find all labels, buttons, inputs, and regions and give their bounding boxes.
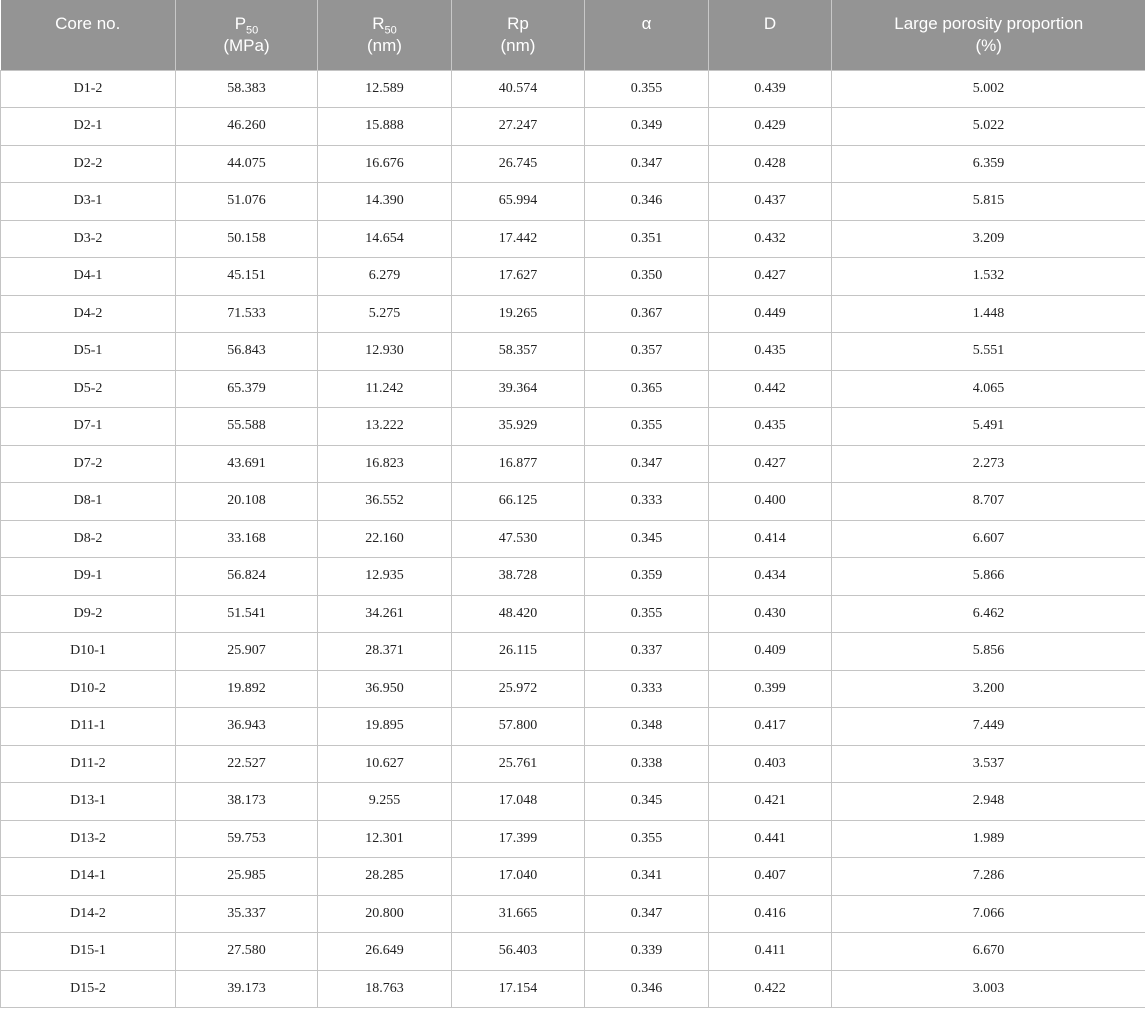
cell-core-no: D10-2 — [1, 670, 176, 708]
cell-core-no: D15-2 — [1, 970, 176, 1008]
cell-r50: 11.242 — [318, 370, 452, 408]
header-d-label: D — [763, 14, 777, 33]
cell-rp: 17.154 — [452, 970, 585, 1008]
cell-rp: 26.115 — [452, 633, 585, 671]
cell-alpha: 0.367 — [585, 295, 709, 333]
table-row — [1, 633, 1145, 671]
table-row — [1, 520, 1145, 558]
table-row — [1, 370, 1145, 408]
cell-p50: 38.173 — [176, 783, 318, 821]
table-row — [1, 595, 1145, 633]
cell-r50: 10.627 — [318, 745, 452, 783]
cell-core-no: D9-1 — [1, 558, 176, 596]
cell-alpha: 0.351 — [585, 220, 709, 258]
cell-p50: 44.075 — [176, 145, 318, 183]
header-r50-unit: (nm) — [367, 36, 402, 55]
cell-rp: 35.929 — [452, 408, 585, 446]
cell-alpha: 0.355 — [585, 820, 709, 858]
cell-p50: 50.158 — [176, 220, 318, 258]
cell-large-porosity: 6.607 — [832, 520, 1145, 558]
cell-rp: 65.994 — [452, 183, 585, 221]
cell-rp: 17.442 — [452, 220, 585, 258]
cell-p50: 25.985 — [176, 858, 318, 896]
cell-d: 0.403 — [709, 745, 832, 783]
cell-rp: 58.357 — [452, 333, 585, 371]
cell-r50: 19.895 — [318, 708, 452, 746]
table-row — [1, 858, 1145, 896]
header-rp-unit: (nm) — [500, 36, 536, 55]
table-body — [1, 70, 1145, 1008]
table-row — [1, 745, 1145, 783]
table-row — [1, 108, 1145, 146]
cell-rp: 25.761 — [452, 745, 585, 783]
cell-d: 0.417 — [709, 708, 832, 746]
cell-d: 0.435 — [709, 333, 832, 371]
cell-alpha: 0.346 — [585, 970, 709, 1008]
cell-d: 0.430 — [709, 595, 832, 633]
cell-rp: 40.574 — [452, 70, 585, 108]
cell-large-porosity: 7.066 — [832, 895, 1145, 933]
cell-d: 0.432 — [709, 220, 832, 258]
table-row — [1, 783, 1145, 821]
cell-large-porosity: 5.815 — [832, 183, 1145, 221]
cell-p50: 58.383 — [176, 70, 318, 108]
header-large-porosity-unit: (%) — [975, 36, 1002, 55]
header-rp — [452, 0, 585, 70]
cell-p50: 71.533 — [176, 295, 318, 333]
cell-alpha: 0.346 — [585, 183, 709, 221]
cell-r50: 12.589 — [318, 70, 452, 108]
cell-large-porosity: 7.286 — [832, 858, 1145, 896]
cell-rp: 39.364 — [452, 370, 585, 408]
cell-p50: 51.076 — [176, 183, 318, 221]
header-p50-label: P — [234, 14, 247, 33]
cell-d: 0.439 — [709, 70, 832, 108]
cell-d: 0.411 — [709, 933, 832, 971]
cell-p50: 39.173 — [176, 970, 318, 1008]
cell-rp: 17.399 — [452, 820, 585, 858]
cell-rp: 17.627 — [452, 258, 585, 296]
cell-rp: 31.665 — [452, 895, 585, 933]
table-row — [1, 145, 1145, 183]
cell-core-no: D2-2 — [1, 145, 176, 183]
cell-large-porosity: 5.002 — [832, 70, 1145, 108]
cell-core-no: D14-1 — [1, 858, 176, 896]
cell-d: 0.414 — [709, 520, 832, 558]
header-p50 — [176, 0, 318, 70]
header-alpha — [585, 0, 709, 70]
table-row — [1, 220, 1145, 258]
cell-rp: 38.728 — [452, 558, 585, 596]
cell-d: 0.435 — [709, 408, 832, 446]
cell-r50: 5.275 — [318, 295, 452, 333]
cell-core-no: D10-1 — [1, 633, 176, 671]
cell-alpha: 0.338 — [585, 745, 709, 783]
cell-core-no: D2-1 — [1, 108, 176, 146]
cell-rp: 25.972 — [452, 670, 585, 708]
table-row — [1, 483, 1145, 521]
cell-core-no: D3-1 — [1, 183, 176, 221]
cell-r50: 22.160 — [318, 520, 452, 558]
cell-r50: 14.390 — [318, 183, 452, 221]
cell-r50: 16.823 — [318, 445, 452, 483]
cell-alpha: 0.357 — [585, 333, 709, 371]
table-row — [1, 333, 1145, 371]
table-row — [1, 183, 1145, 221]
cell-r50: 14.654 — [318, 220, 452, 258]
cell-large-porosity: 8.707 — [832, 483, 1145, 521]
cell-core-no: D7-1 — [1, 408, 176, 446]
cell-large-porosity: 5.856 — [832, 633, 1145, 671]
cell-alpha: 0.348 — [585, 708, 709, 746]
cell-rp: 57.800 — [452, 708, 585, 746]
cell-alpha: 0.341 — [585, 858, 709, 896]
cell-large-porosity: 6.359 — [832, 145, 1145, 183]
cell-p50: 35.337 — [176, 895, 318, 933]
cell-rp: 48.420 — [452, 595, 585, 633]
cell-p50: 65.379 — [176, 370, 318, 408]
cell-rp: 26.745 — [452, 145, 585, 183]
cell-alpha: 0.350 — [585, 258, 709, 296]
cell-core-no: D7-2 — [1, 445, 176, 483]
header-p50-subscript: 50 — [246, 24, 259, 37]
cell-large-porosity: 3.003 — [832, 970, 1145, 1008]
cell-core-no: D5-1 — [1, 333, 176, 371]
cell-d: 0.409 — [709, 633, 832, 671]
cell-large-porosity: 4.065 — [832, 370, 1145, 408]
cell-d: 0.427 — [709, 445, 832, 483]
cell-rp: 56.403 — [452, 933, 585, 971]
cell-core-no: D8-2 — [1, 520, 176, 558]
cell-rp: 19.265 — [452, 295, 585, 333]
cell-d: 0.407 — [709, 858, 832, 896]
cell-rp: 17.040 — [452, 858, 585, 896]
cell-p50: 19.892 — [176, 670, 318, 708]
header-core-no-label: Core no. — [55, 14, 121, 33]
cell-alpha: 0.347 — [585, 445, 709, 483]
cell-alpha: 0.359 — [585, 558, 709, 596]
cell-d: 0.441 — [709, 820, 832, 858]
header-large-porosity-label: Large porosity proportion — [894, 14, 1084, 33]
cell-p50: 45.151 — [176, 258, 318, 296]
cell-core-no: D9-2 — [1, 595, 176, 633]
header-rp-label: Rp — [507, 14, 529, 33]
header-r50 — [318, 0, 452, 70]
cell-large-porosity: 2.948 — [832, 783, 1145, 821]
header-large-porosity — [832, 0, 1145, 70]
cell-rp: 16.877 — [452, 445, 585, 483]
cell-large-porosity: 6.462 — [832, 595, 1145, 633]
cell-core-no: D3-2 — [1, 220, 176, 258]
cell-alpha: 0.355 — [585, 70, 709, 108]
cell-r50: 12.930 — [318, 333, 452, 371]
table-row — [1, 820, 1145, 858]
cell-large-porosity: 5.551 — [832, 333, 1145, 371]
cell-rp: 66.125 — [452, 483, 585, 521]
cell-alpha: 0.347 — [585, 895, 709, 933]
cell-alpha: 0.337 — [585, 633, 709, 671]
cell-p50: 20.108 — [176, 483, 318, 521]
cell-r50: 12.935 — [318, 558, 452, 596]
cell-r50: 36.950 — [318, 670, 452, 708]
cell-core-no: D13-1 — [1, 783, 176, 821]
cell-large-porosity: 1.532 — [832, 258, 1145, 296]
header-r50-label: R — [372, 14, 385, 33]
cell-d: 0.437 — [709, 183, 832, 221]
header-d — [709, 0, 832, 70]
cell-large-porosity: 5.491 — [832, 408, 1145, 446]
cell-large-porosity: 6.670 — [832, 933, 1145, 971]
cell-rp: 27.247 — [452, 108, 585, 146]
cell-p50: 55.588 — [176, 408, 318, 446]
table-row — [1, 895, 1145, 933]
cell-large-porosity: 3.537 — [832, 745, 1145, 783]
cell-p50: 46.260 — [176, 108, 318, 146]
cell-large-porosity: 3.200 — [832, 670, 1145, 708]
table-row — [1, 970, 1145, 1008]
cell-alpha: 0.333 — [585, 670, 709, 708]
cell-core-no: D5-2 — [1, 370, 176, 408]
table-row — [1, 558, 1145, 596]
cell-large-porosity: 5.866 — [832, 558, 1145, 596]
cell-d: 0.416 — [709, 895, 832, 933]
cell-core-no: D11-1 — [1, 708, 176, 746]
table-row — [1, 670, 1145, 708]
cell-d: 0.400 — [709, 483, 832, 521]
cell-large-porosity: 5.022 — [832, 108, 1145, 146]
cell-r50: 13.222 — [318, 408, 452, 446]
cell-d: 0.422 — [709, 970, 832, 1008]
table-row — [1, 295, 1145, 333]
cell-alpha: 0.345 — [585, 783, 709, 821]
cell-d: 0.429 — [709, 108, 832, 146]
cell-alpha: 0.347 — [585, 145, 709, 183]
header-r50-subscript: 50 — [384, 24, 397, 37]
cell-alpha: 0.355 — [585, 595, 709, 633]
cell-r50: 12.301 — [318, 820, 452, 858]
cell-d: 0.449 — [709, 295, 832, 333]
cell-p50: 36.943 — [176, 708, 318, 746]
cell-large-porosity: 2.273 — [832, 445, 1145, 483]
cell-d: 0.421 — [709, 783, 832, 821]
table-row — [1, 445, 1145, 483]
header-alpha-label: α — [641, 14, 652, 33]
cell-p50: 27.580 — [176, 933, 318, 971]
cell-r50: 20.800 — [318, 895, 452, 933]
cell-large-porosity: 7.449 — [832, 708, 1145, 746]
cell-p50: 56.843 — [176, 333, 318, 371]
cell-r50: 6.279 — [318, 258, 452, 296]
table-row — [1, 70, 1145, 108]
cell-p50: 43.691 — [176, 445, 318, 483]
cell-large-porosity: 1.448 — [832, 295, 1145, 333]
cell-core-no: D11-2 — [1, 745, 176, 783]
cell-r50: 16.676 — [318, 145, 452, 183]
cell-d: 0.434 — [709, 558, 832, 596]
cell-rp: 47.530 — [452, 520, 585, 558]
cell-alpha: 0.345 — [585, 520, 709, 558]
cell-p50: 51.541 — [176, 595, 318, 633]
table-row — [1, 408, 1145, 446]
cell-d: 0.399 — [709, 670, 832, 708]
header-p50-unit: (MPa) — [223, 36, 270, 55]
cell-core-no: D4-1 — [1, 258, 176, 296]
cell-r50: 18.763 — [318, 970, 452, 1008]
cell-p50: 25.907 — [176, 633, 318, 671]
cell-r50: 26.649 — [318, 933, 452, 971]
cell-large-porosity: 1.989 — [832, 820, 1145, 858]
cell-p50: 22.527 — [176, 745, 318, 783]
table-row — [1, 258, 1145, 296]
cell-alpha: 0.355 — [585, 408, 709, 446]
cell-r50: 36.552 — [318, 483, 452, 521]
table-row — [1, 933, 1145, 971]
cell-rp: 17.048 — [452, 783, 585, 821]
cell-r50: 28.371 — [318, 633, 452, 671]
cell-alpha: 0.349 — [585, 108, 709, 146]
cell-large-porosity: 3.209 — [832, 220, 1145, 258]
cell-core-no: D14-2 — [1, 895, 176, 933]
cell-d: 0.428 — [709, 145, 832, 183]
cell-r50: 15.888 — [318, 108, 452, 146]
cell-core-no: D8-1 — [1, 483, 176, 521]
cell-p50: 33.168 — [176, 520, 318, 558]
cell-r50: 28.285 — [318, 858, 452, 896]
cell-core-no: D15-1 — [1, 933, 176, 971]
cell-r50: 9.255 — [318, 783, 452, 821]
cell-alpha: 0.333 — [585, 483, 709, 521]
header-row — [1, 0, 1145, 70]
table-row — [1, 708, 1145, 746]
cell-alpha: 0.365 — [585, 370, 709, 408]
cell-d: 0.442 — [709, 370, 832, 408]
cell-p50: 56.824 — [176, 558, 318, 596]
cell-core-no: D13-2 — [1, 820, 176, 858]
table-header — [1, 0, 1145, 70]
cell-core-no: D1-2 — [1, 70, 176, 108]
cell-p50: 59.753 — [176, 820, 318, 858]
cell-r50: 34.261 — [318, 595, 452, 633]
cell-core-no: D4-2 — [1, 295, 176, 333]
header-core-no — [1, 0, 176, 70]
cell-alpha: 0.339 — [585, 933, 709, 971]
cell-d: 0.427 — [709, 258, 832, 296]
